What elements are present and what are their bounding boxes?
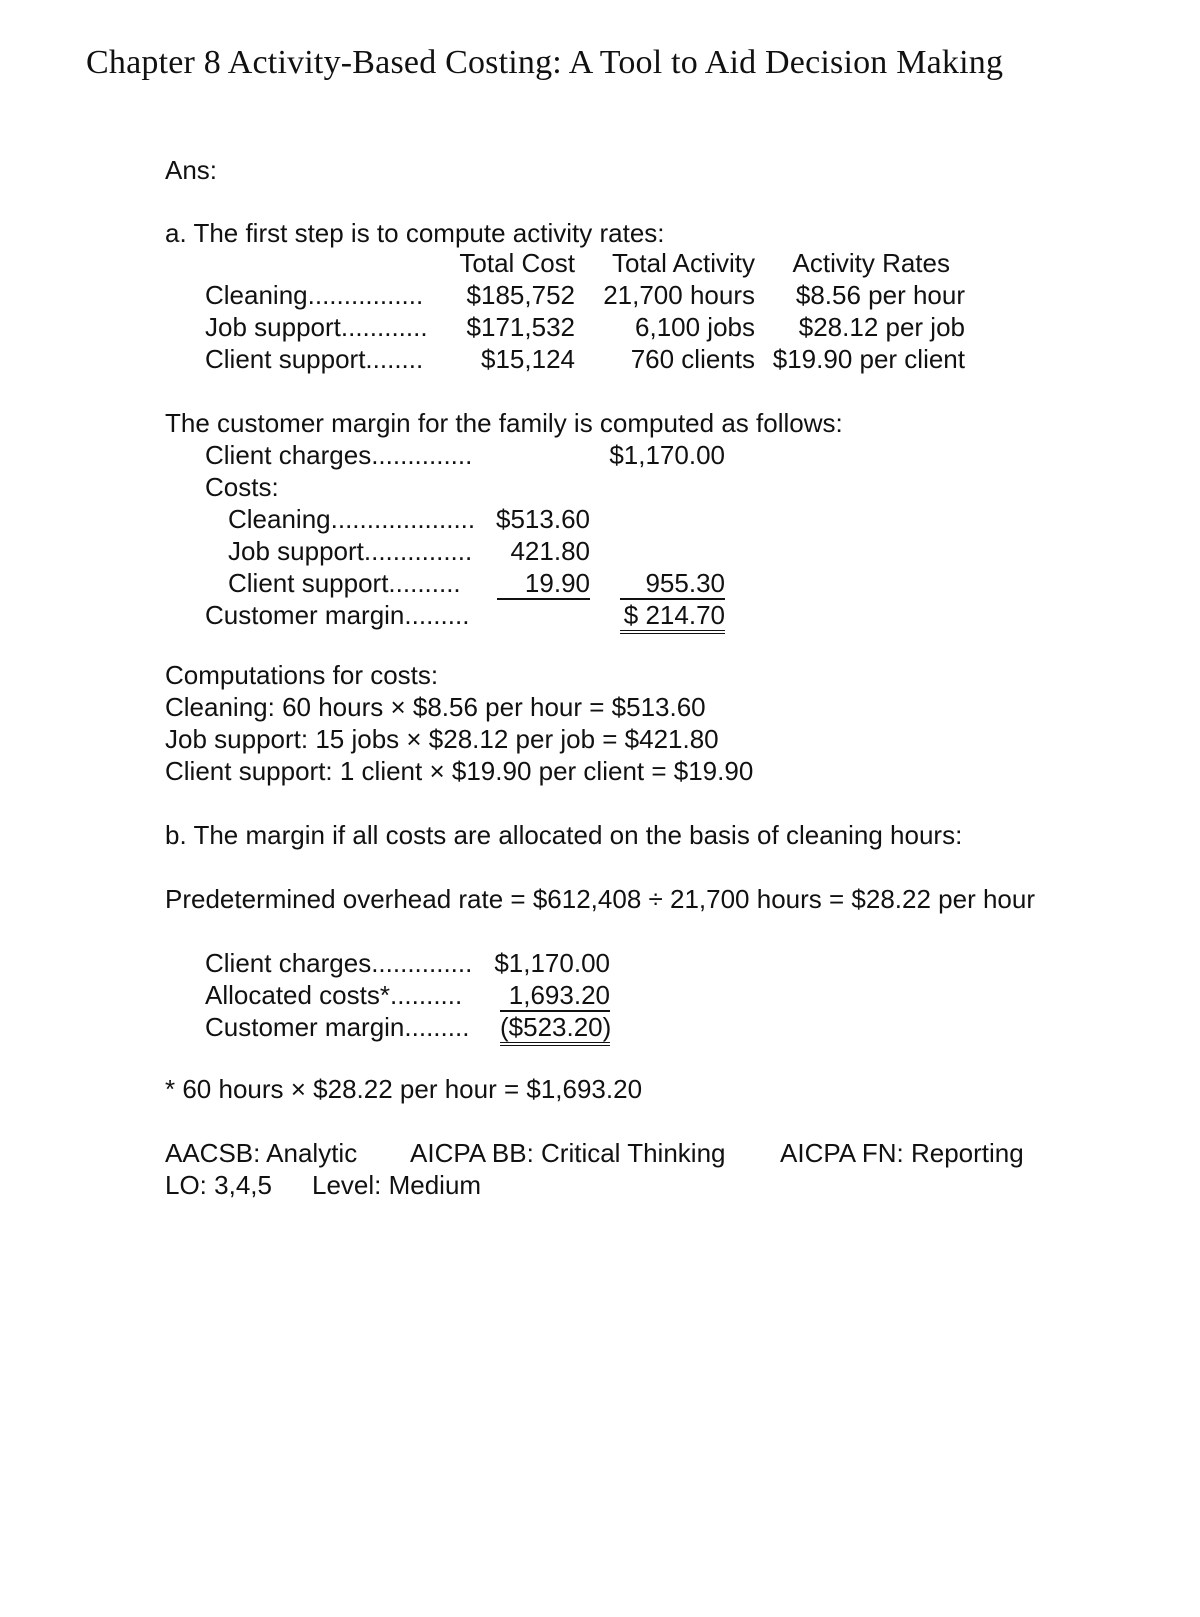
leader-dots: .............. [371,948,473,978]
leader-dots: .......... [388,568,461,598]
row-label: Customer margin [205,1012,405,1042]
level-tag: Level: Medium [312,1170,482,1200]
leader-dots: ................ [307,280,424,310]
customer-margin-label: Customer margin [205,600,405,630]
part-a-intro: a. The first step is to compute activity rates: [165,218,665,248]
leader-dots: ........ [365,344,424,374]
aacsb-tag: AACSB: Analytic [165,1138,358,1168]
footnote: * 60 hours × $28.22 per hour = $1,693.20 [165,1074,643,1104]
client-charges-value: $1,170.00 [609,440,725,470]
costs-label: Costs: [205,472,279,502]
overhead-rate-line: Predetermined overhead rate = $612,408 ÷ 21,700 hours = $28.22 per hour [165,884,1035,914]
row-activity: 6,100 jobs [635,312,755,342]
row-label: Client charges [205,948,372,978]
header-total-activity: Total Activity [611,248,755,278]
customer-margin-value: $ 214.70 [620,600,725,634]
row-label: Client support [205,344,366,374]
leader-dots: ............... [363,536,473,566]
row-value: 1,693.20 [500,980,610,1012]
computation-line: Job support: 15 jobs × $28.12 per job = $421.80 [165,724,719,754]
cost-row-value: 19.90 [497,568,590,600]
row-cost: $171,532 [466,312,575,342]
leader-dots: ......... [404,600,470,630]
leader-dots: ......... [404,1012,470,1042]
header-activity-rates: Activity Rates [792,248,950,278]
computation-line: Cleaning: 60 hours × $8.56 per hour = $513.60 [165,692,706,722]
row-activity: 760 clients [630,344,755,374]
lo-tag: LO: 3,4,5 [165,1170,272,1200]
aicpa-fn-tag: AICPA FN: Reporting [780,1138,1024,1168]
leader-dots: ............ [340,312,428,342]
client-charges-label: Client charges [205,440,372,470]
cost-row-label: Client support [228,568,389,598]
cost-row-label: Job support [228,536,364,566]
leader-dots: .............. [371,440,473,470]
cost-row-label: Cleaning [228,504,331,534]
header-total-cost: Total Cost [459,248,575,278]
costs-total: 955.30 [620,568,725,600]
row-rate: $19.90 per client [772,344,965,374]
part-b-intro: b. The margin if all costs are allocated on the basis of cleaning hours: [165,820,963,850]
row-value: ($523.20) [500,1012,610,1046]
ans-label: Ans: [165,155,218,185]
aicpa-bb-tag: AICPA BB: Critical Thinking [410,1138,726,1168]
margin-intro: The customer margin for the family is computed as follows: [165,408,843,438]
row-cost: $185,752 [466,280,575,310]
computation-line: Client support: 1 client × $19.90 per client = $19.90 [165,756,754,786]
cost-row-value: 421.80 [510,536,590,566]
row-rate: $8.56 per hour [795,280,965,310]
cost-row-value: $513.60 [496,504,590,534]
row-label: Cleaning [205,280,308,310]
row-label: Allocated costs* [205,980,390,1010]
computations-label: Computations for costs: [165,660,439,690]
row-cost: $15,124 [481,344,575,374]
row-activity: 21,700 hours [603,280,755,310]
leader-dots: .................... [330,504,476,534]
leader-dots: .......... [389,980,463,1010]
row-label: Job support [205,312,341,342]
row-value: $1,170.00 [494,948,610,978]
row-rate: $28.12 per job [798,312,965,342]
page-title: Chapter 8 Activity-Based Costing: A Tool to Aid Decision Making [86,44,1004,81]
